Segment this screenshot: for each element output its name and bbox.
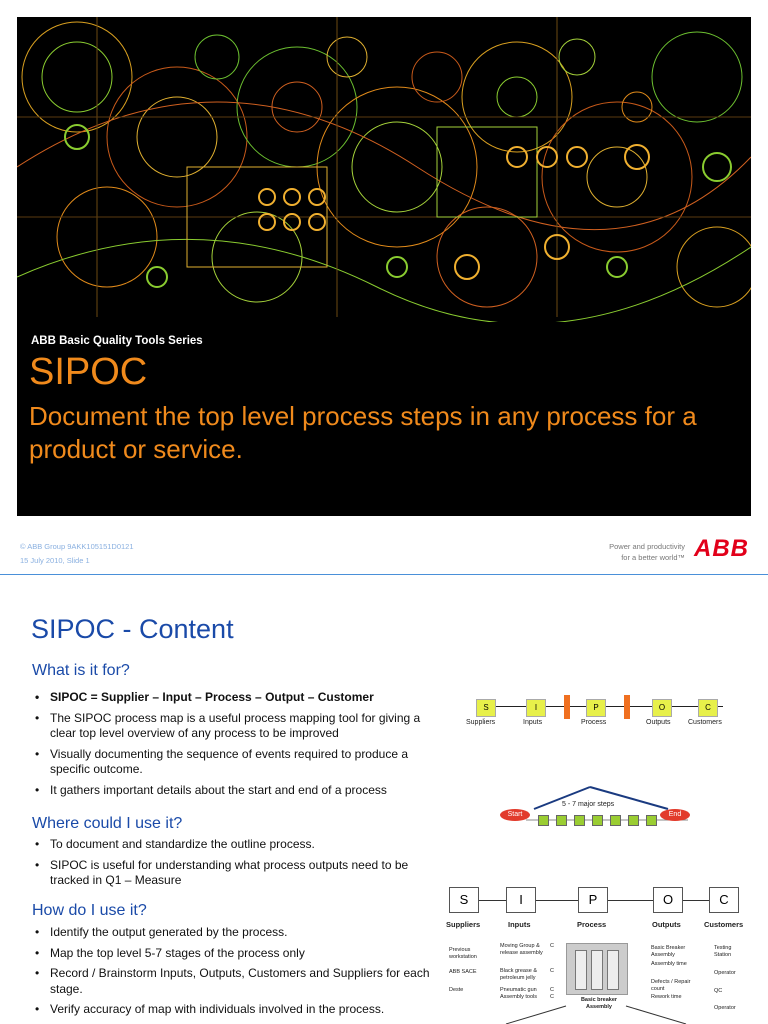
header-customers: Customers [704, 920, 744, 929]
step-box [538, 815, 549, 826]
steps-label: 5 - 7 major steps [562, 801, 615, 808]
output-item: Rework time [651, 994, 682, 1000]
abb-logo: ABB [694, 535, 749, 562]
supplier-item: Previous workstation [449, 947, 477, 960]
label-process: Process [581, 719, 607, 726]
customer-item: Operator [714, 1005, 736, 1011]
tagline [600, 541, 685, 563]
supplier-item: ABB SACE [449, 969, 477, 975]
input-code: C [550, 994, 554, 1000]
heading-how: How do I use it? [32, 902, 147, 919]
letter-i: I [506, 887, 536, 913]
machinery-illustration [17, 17, 751, 322]
list-item: • SIPOC = Supplier – Input – Process – Output – Customer [34, 690, 434, 706]
title-banner [17, 17, 751, 516]
output-item: Defects / Repair count [651, 979, 691, 992]
list-item: • To document and standardize the outline process. [34, 837, 434, 853]
step-box [646, 815, 657, 826]
input-item: Pneumatic gun Assembly tools [500, 987, 537, 1000]
box-p: P [586, 699, 606, 717]
start-oval: Start [500, 809, 530, 821]
list-item: • Verify accuracy of map with individuals involved in the process. [34, 1002, 434, 1018]
step-box [556, 815, 567, 826]
letter-c: C [709, 887, 739, 913]
date-slide-text: 15 July 2010, Slide 1 [20, 556, 90, 565]
step-box [592, 815, 603, 826]
end-oval: End [660, 809, 690, 821]
slide-subtitle: Document the top level process steps in any process for a product or service. [29, 401, 697, 464]
copyright-text: © ABB Group 9AKK105151D0121 [20, 542, 134, 551]
step-box [610, 815, 621, 826]
output-item: Assembly time [651, 961, 687, 967]
how-list [34, 925, 434, 1023]
label-outputs: Outputs [646, 719, 671, 726]
box-o: O [652, 699, 672, 717]
what-list [34, 690, 434, 803]
customer-item: QC [714, 988, 723, 994]
header-suppliers: Suppliers [446, 920, 481, 929]
list-item: • Map the top level 5-7 stages of the process only [34, 946, 434, 962]
letter-p: P [578, 887, 608, 913]
tagline-line-1: Power and productivity [609, 542, 685, 551]
process-connectors [446, 879, 751, 1024]
list-item: • Visually documenting the sequence of events required to produce a specific outcome. [34, 747, 434, 778]
label-suppliers: Suppliers [466, 719, 496, 726]
list-item: • It gathers important details about the start and end of a process [34, 783, 434, 799]
footer-info [20, 540, 134, 568]
input-code: C [550, 943, 554, 949]
sipoc-chain-diagram [466, 693, 736, 743]
input-item: Black grease & petroleum jelly [500, 968, 537, 981]
label-customers: Customers [688, 719, 722, 726]
supplier-item: Deste [449, 987, 464, 993]
input-code: C [550, 968, 554, 974]
process-start-marker [564, 695, 570, 719]
heading-where: Where could I use it? [32, 815, 183, 832]
input-code: C [550, 987, 554, 993]
tagline-line-2: for a better world™ [621, 553, 685, 562]
customer-item: Operator [714, 970, 736, 976]
letter-s: S [449, 887, 479, 913]
output-item: Basic Breaker Assembly [651, 945, 686, 958]
series-label: ABB Basic Quality Tools Series [31, 335, 203, 347]
process-end-marker [624, 695, 630, 719]
list-item: • Record / Brainstorm Inputs, Outputs, Customers and Suppliers for each stage. [34, 966, 434, 997]
process-item: Basic breaker Assembly [580, 997, 618, 1010]
slide-separator [0, 574, 768, 575]
content-title: SIPOC - Content [31, 614, 234, 644]
header-process: Process [577, 920, 607, 929]
label-inputs: Inputs [523, 719, 543, 726]
box-c: C [698, 699, 718, 717]
list-item: • The SIPOC process map is a useful process mapping tool for giving a clear top level overview of any process to be improved [34, 711, 434, 742]
box-i: I [526, 699, 546, 717]
heading-what: What is it for? [32, 662, 130, 679]
header-outputs: Outputs [652, 920, 681, 929]
content-slide [0, 579, 768, 1024]
customer-item: Testing Station [714, 945, 732, 958]
sipoc-example-diagram [446, 879, 751, 1024]
step-box [574, 815, 585, 826]
where-list [34, 837, 434, 894]
letter-o: O [653, 887, 683, 913]
list-item: • Identify the output generated by the process. [34, 925, 434, 941]
input-item: Moving Group & release assembly [500, 943, 543, 956]
box-s: S [476, 699, 496, 717]
slide-title: SIPOC [29, 351, 148, 393]
header-inputs: Inputs [508, 920, 531, 929]
major-steps-diagram [498, 779, 708, 834]
step-box [628, 815, 639, 826]
list-item: • SIPOC is useful for understanding what process outputs need to be tracked in Q1 – Measure [34, 858, 434, 889]
